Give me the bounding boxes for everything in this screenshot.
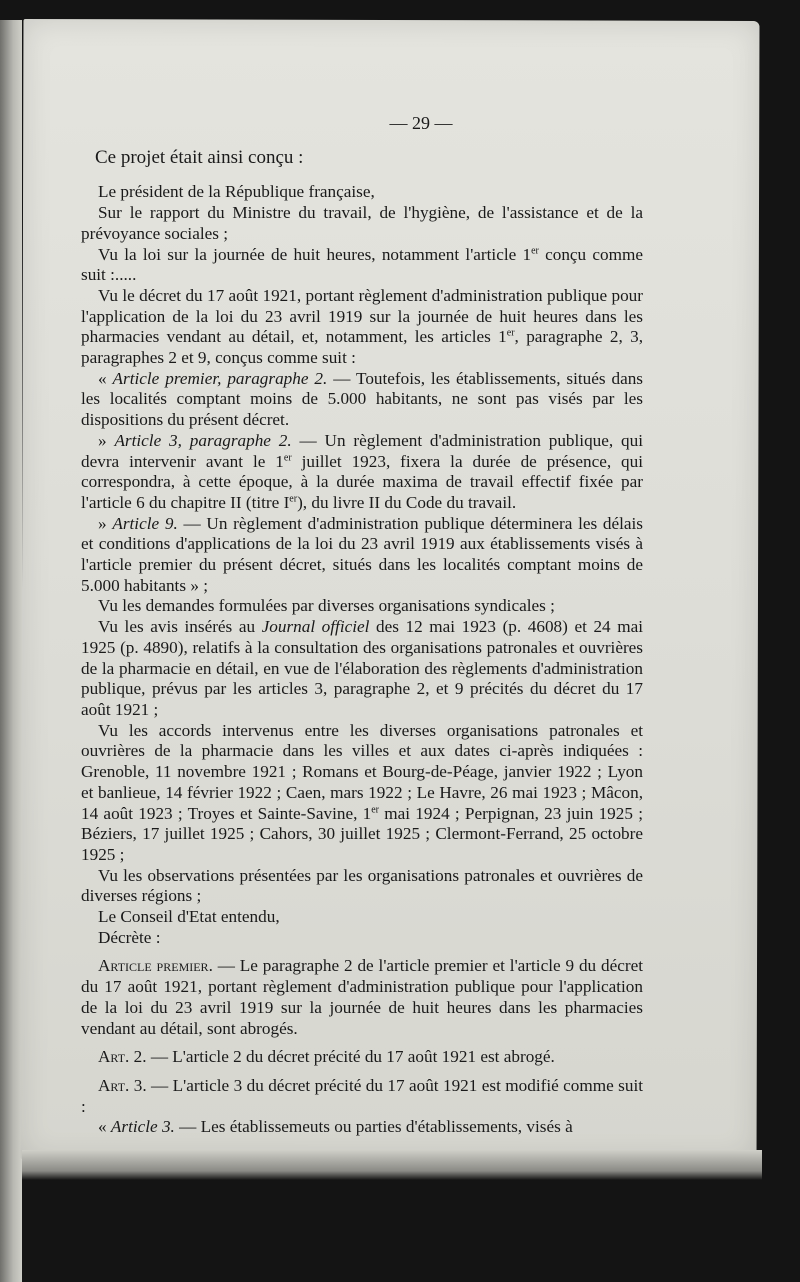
paragraph: Le Conseil d'Etat entendu, <box>98 907 280 927</box>
paragraph: Le président de la République française, <box>98 182 375 202</box>
paragraph: Vu le décret du 17 août 1921, portant règlement d'administration publique pour l'application de la loi du 23 avril 1919 sur la journée de huit heures dans les pharmacies vendant au détail, et, notamment, les articles 1er, paragraphe 2, 3, paragraphes 2 et 9, conçus comme suit : <box>81 285 643 368</box>
article-1: Article premier. — Le paragraphe 2 de l'article premier et l'article 9 du décret du 17 août 1921, portant règlement d'administration publique pour l'application de la loi du 23 avril 1919 sur la journée de huit heures dans les pharmacies vendant au détail, sont abrogés. <box>81 956 643 1038</box>
article-3: Art. 3. — L'article 3 du décret précité du 17 août 1921 est modifié comme suit : <box>81 1075 644 1116</box>
paragraph: Vu les accords intervenus entre les diverses organisations patronales et ouvrières de la pharmacie dans les villes et aux dates ci-après indiquées : Grenoble, 11 novembre 1921 ; Romans et Bourg-de-Péage, janvier 1922 ; Lyon et banlieue, 14 février 1922 ; Caen, mars 1922 ; Le Havre, 26 mai 1923 ; Mâcon, 14 août 1923 ; Troyes et Sainte-Savine, 1er mai 1924 ; Perpignan, 23 juin 1925 ; Béziers, 17 juillet 1925 ; Cahors, 30 juillet 1925 ; Clermont-Ferrand, 25 octobre 1925 ; <box>81 720 643 864</box>
paragraph: Vu la loi sur la journée de huit heures, notamment l'article 1er conçu comme suit :..... <box>81 244 643 285</box>
paragraph: Vu les observations présentées par les organisations patronales et ouvrières de diverses régions ; <box>81 865 643 906</box>
page-text <box>81 113 643 1138</box>
intro-line: Ce projet était ainsi conçu : <box>95 146 304 168</box>
page-bottom-shadow <box>22 1150 762 1180</box>
adjacent-page-edge <box>0 20 22 1282</box>
article-2: Art. 2. — L'article 2 du décret précité du 17 août 1921 est abrogé. <box>98 1047 555 1067</box>
paragraph: Vu les avis insérés au Journal officiel des 12 mai 1923 (p. 4608) et 24 mai 1925 (p. 4890), relatifs à la consultation des organisations patronales et ouvrières de la pharmacie en détail, en vue de l'élaboration des règlements d'administration publique, prévus par les articles 3, paragraphe 2, et 9 précités du décret du 17 août 1921 ; <box>81 617 643 719</box>
paragraph: « Article 3. — Les établissemeuts ou parties d'établissements, visés à <box>98 1117 573 1137</box>
paragraph: Vu les demandes formulées par diverses organisations syndicales ; <box>98 596 555 616</box>
paragraph: « Article premier, paragraphe 2. — Toutefois, les établissements, situés dans les localités comptant moins de 5.000 habitants, ne sont pas visés par les dispositions du présent décret. <box>81 368 643 430</box>
paragraph: » Article 3, paragraphe 2. — Un règlement d'administration publique, qui devra intervenir avant le 1er juillet 1923, fixera la durée de présence, qui correspondra, à cette époque, à la durée maxima de travail effectif fixée par l'article 6 du chapitre II (titre Ier), du livre II du Code du travail. <box>81 430 644 512</box>
paragraph: » Article 9. — Un règlement d'administration publique déterminera les délais et conditions d'applications de la loi du 23 avril 1919 aux établissements visés à l'article premier du présent décret, situés dans les localités comptant moins de 5.000 habitants » ; <box>81 513 643 595</box>
paragraph: Décrète : <box>98 927 161 947</box>
page-number: — 29 — <box>389 113 453 133</box>
paragraph: Sur le rapport du Ministre du travail, de l'hygiène, de l'assistance et de la prévoyance sociales ; <box>81 203 643 243</box>
